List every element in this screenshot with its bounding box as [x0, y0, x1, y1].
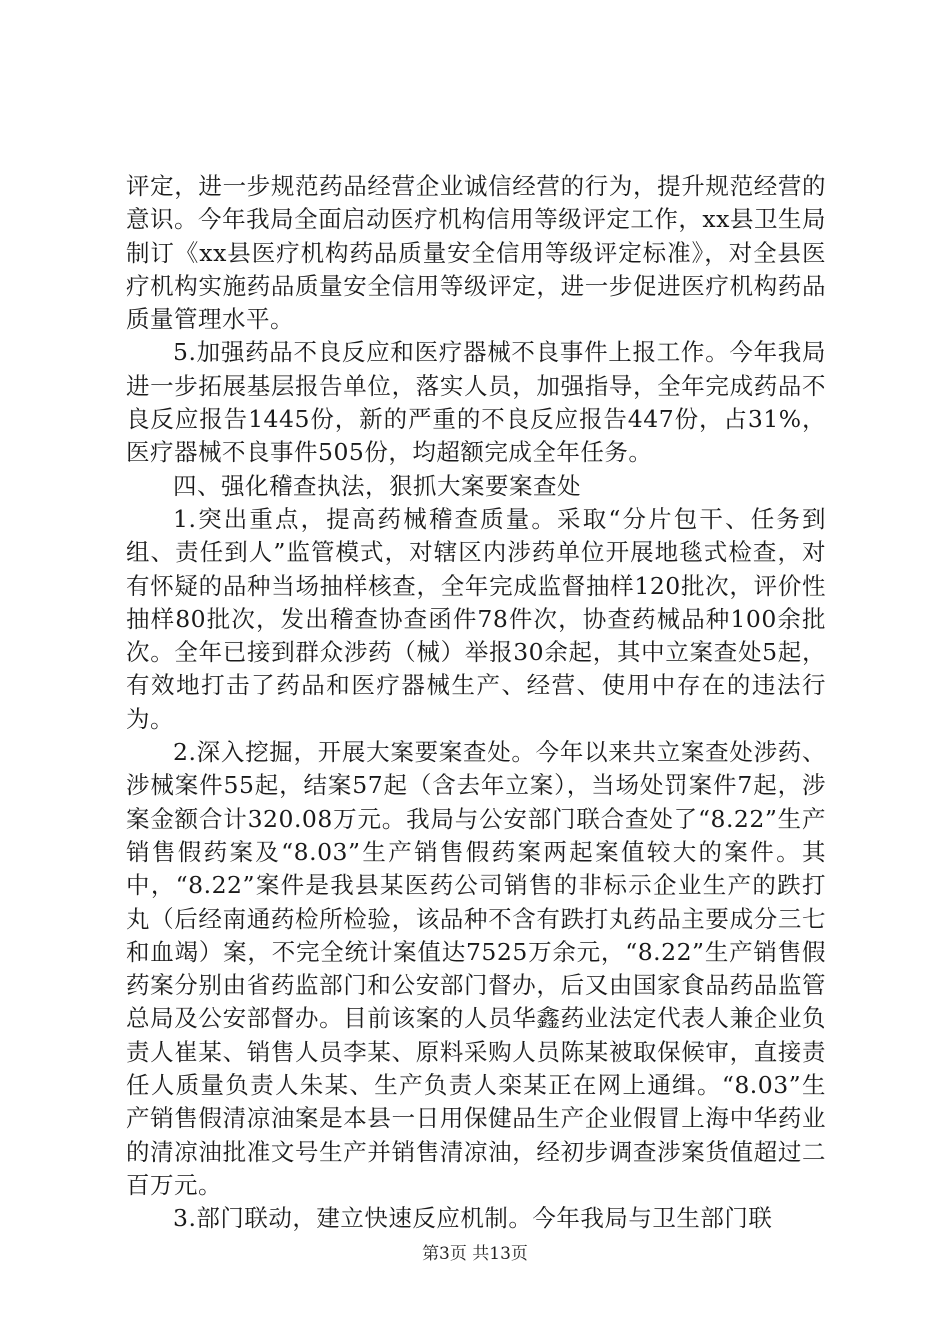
- paragraph-major-cases: 2.深入挖掘，开展大案要案查处。今年以来共立案查处涉药、涉械案件55起，结案57起（含去年立案），当场处罚案件7起，涉案金额合计320.08万元。我局与公安部门联合查处了“8.22”生产销售假药案及“8.03”生产销售假药案两起案值较大的案件。其中，“8.22”案件是我县某医药公司销售的非标示企业生产的跌打丸（后经南通药检所检验，该品种不含有跌打丸药品主要成分三七和血竭）案，不完全统计案值达7525万余元，“8.22”生产销售假药案分别由省药监部门和公安部门督办，后又由国家食品药品监管总局及公安部督办。目前该案的人员华鑫药业法定代表人兼企业负责人崔某、销售人员李某、原料采购人员陈某被取保候审，直接责任人质量负责人朱某、生产负责人栾某正在网上通缉。“8.03”生产销售假清凉油案是本县一日用保健品生产企业假冒上海中华药业的清凉油批准文号生产并销售清凉油，经初步调查涉案货值超过二百万元。: [126, 738, 826, 1199]
- paragraph-department-linkage: 3.部门联动，建立快速反应机制。今年我局与卫生部门联: [173, 1204, 773, 1233]
- paragraph-continuation: 评定，进一步规范药品经营企业诚信经营的行为，提升规范经营的意识。今年我局全面启动医疗机构信用等级评定工作，xx县卫生局制订《xx县医疗机构药品质量安全信用等级评定标准》，对全县医疗机构实施药品质量安全信用等级评定，进一步促进医疗机构药品质量管理水平。: [126, 172, 826, 334]
- paragraph-inspection: 1.突出重点，提高药械稽查质量。采取“分片包干、任务到组、责任到人”监管模式，对辖区内涉药单位开展地毯式检查，对有怀疑的品种当场抽样核查，全年完成监督抽样120批次，评价性抽样80批次，发出稽查协查函件78件次，协查药械品种100余批次。全年已接到群众涉药（械）举报30余起，其中立案查处5起，有效地打击了药品和医疗器械生产、经营、使用中存在的违法行为。: [126, 504, 826, 733]
- body-text: [126, 170, 826, 1236]
- section-heading: 四、强化稽查执法，狠抓大案要案查处: [173, 471, 581, 500]
- paragraph-adverse-reaction: 5.加强药品不良反应和医疗器械不良事件上报工作。今年我局进一步拓展基层报告单位，落实人员，加强指导，全年完成药品不良反应报告1445份，新的严重的不良反应报告447份，占31%，医疗器械不良事件505份，均超额完成全年任务。: [126, 338, 826, 467]
- page-number-footer: 第3页 共13页: [422, 1244, 528, 1264]
